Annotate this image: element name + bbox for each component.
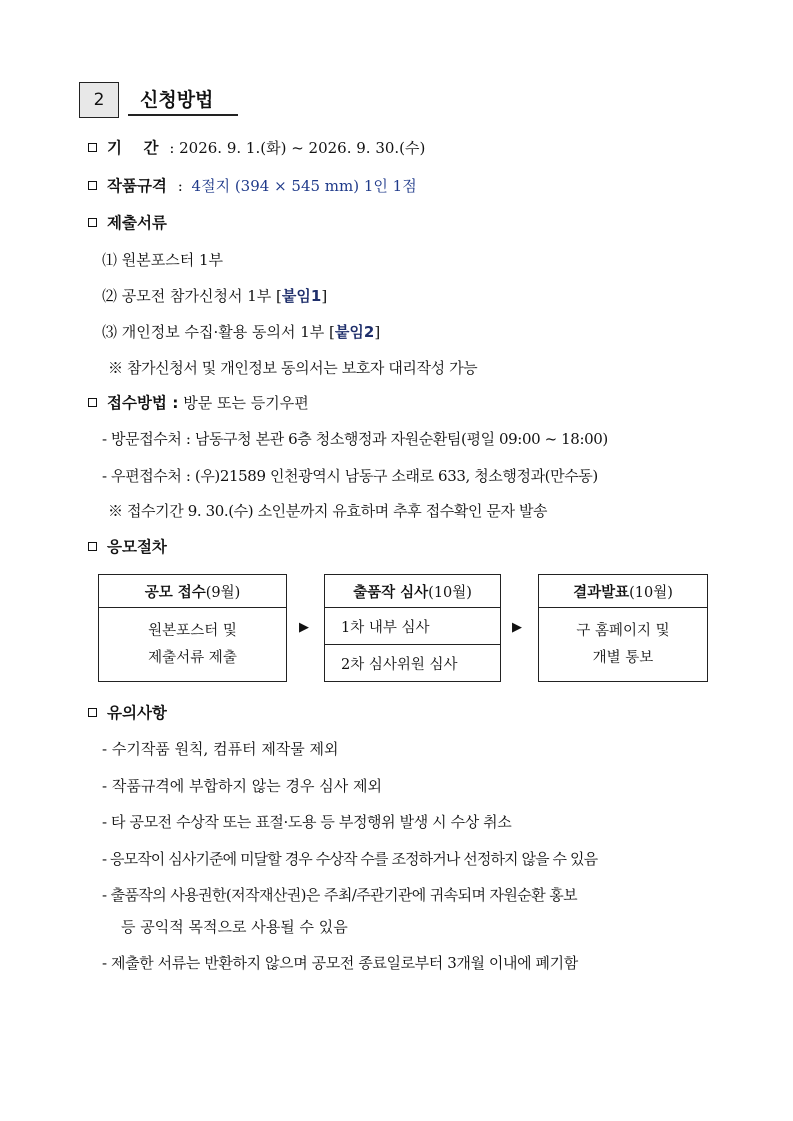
document-item — [102, 286, 327, 306]
procedure-label: 응모절차 — [107, 538, 167, 556]
notes-label: 유의사항 — [107, 704, 167, 722]
documents-label: 제출서류 — [107, 214, 167, 232]
notes-item: - 타 공모전 수상작 또는 표절·도용 등 부정행위 발생 시 수상 취소 — [102, 813, 512, 831]
step-body — [99, 608, 286, 682]
arrow-right-icon: ▶ — [512, 620, 522, 635]
step-header — [325, 575, 500, 608]
notes-item: - 작품규격에 부합하지 않는 경우 심사 제외 — [102, 777, 383, 795]
step-line: 개별 통보 — [592, 650, 654, 666]
notes-item: - 제출한 서류는 반환하지 않으며 공모전 종료일로부터 3개월 이내에 폐기함 — [102, 954, 578, 972]
period-row — [88, 138, 425, 158]
checkbox-square-icon — [88, 181, 97, 190]
procedure-step-1 — [98, 574, 287, 682]
document-item-text: ⑶ 개인정보 수집·활용 동의서 1부 [ — [102, 323, 335, 341]
step-header — [539, 575, 707, 608]
step-month: (10월) — [629, 584, 673, 601]
step-line: 1차 내부 심사 — [325, 608, 500, 645]
notes-item: - 응모작이 심사기준에 미달할 경우 수상작 수를 조정하거나 선정하지 않을 수 있음 — [102, 850, 598, 868]
document-item-text: ⑴ 원본포스터 1부 — [102, 251, 224, 269]
attachment-ref: 붙임2 — [334, 323, 375, 341]
step-line: 원본포스터 및 — [148, 623, 237, 639]
checkbox-square-icon — [88, 143, 97, 152]
step-line: 구 홈페이지 및 — [576, 623, 670, 639]
checkbox-square-icon — [88, 398, 97, 407]
document-item-close: ] — [374, 323, 381, 341]
procedure-row — [88, 537, 167, 557]
checkbox-square-icon — [88, 218, 97, 227]
submission-visit: - 방문접수처 : 남동구청 본관 6층 청소행정과 자원순환팀(평일 09:00 ~ 18:00) — [102, 430, 608, 448]
document-item-close: ] — [321, 287, 328, 305]
spec-row — [88, 176, 417, 196]
submission-mail: - 우편접수처 : (우)21589 인천광역시 남동구 소래로 633, 청소행정과(만수동) — [102, 467, 598, 485]
step-month: (10월) — [428, 584, 472, 601]
notes-item-continuation: 등 공익적 목적으로 사용될 수 있음 — [121, 918, 348, 936]
period-value: : 2026. 9. 1.(화) ~ 2026. 9. 30.(수) — [169, 139, 426, 157]
checkbox-square-icon — [88, 708, 97, 717]
spec-value: 4절지 (394 × 545 mm) 1인 1점 — [191, 177, 417, 195]
document-item-text: ⑵ 공모전 참가신청서 1부 [ — [102, 287, 282, 305]
notes-item: - 출품작의 사용권한(저작재산권)은 주최/주관기관에 귀속되며 자원순환 홍보 — [102, 886, 578, 904]
procedure-step-3 — [538, 574, 708, 682]
submission-note: ※ 접수기간 9. 30.(수) 소인분까지 유효하며 추후 접수확인 문자 발송 — [108, 502, 548, 520]
submission-value: 방문 또는 등기우편 — [178, 394, 309, 412]
documents-row — [88, 213, 167, 233]
procedure-step-2 — [324, 574, 501, 682]
step-title: 결과발표 — [573, 584, 630, 601]
step-line: 2차 심사위원 심사 — [341, 656, 458, 673]
notes-row — [88, 703, 167, 723]
step-line: 제출서류 제출 — [148, 650, 237, 666]
spec-label: 작품규격 — [107, 177, 167, 195]
notes-item: - 수기작품 원칙, 컴퓨터 제작물 제외 — [102, 740, 339, 758]
period-label: 기 간 — [107, 139, 159, 157]
checkbox-square-icon — [88, 542, 97, 551]
step-title: 출품작 심사 — [353, 584, 429, 601]
step-month: (9월) — [205, 584, 241, 601]
arrow-right-icon: ▶ — [299, 620, 309, 635]
attachment-ref: 붙임1 — [281, 287, 322, 305]
section-number: 2 — [79, 82, 119, 118]
step-body — [539, 608, 707, 682]
submission-row — [88, 393, 309, 413]
step-title: 공모 접수 — [144, 584, 206, 601]
document-item — [102, 322, 380, 342]
spec-colon: : — [177, 177, 183, 195]
step-header — [99, 575, 286, 608]
documents-note: ※ 참가신청서 및 개인정보 동의서는 보호자 대리작성 가능 — [108, 359, 478, 377]
section-title: 신청방법 — [128, 82, 238, 116]
document-item — [102, 250, 223, 270]
submission-label: 접수방법 : — [107, 394, 179, 412]
